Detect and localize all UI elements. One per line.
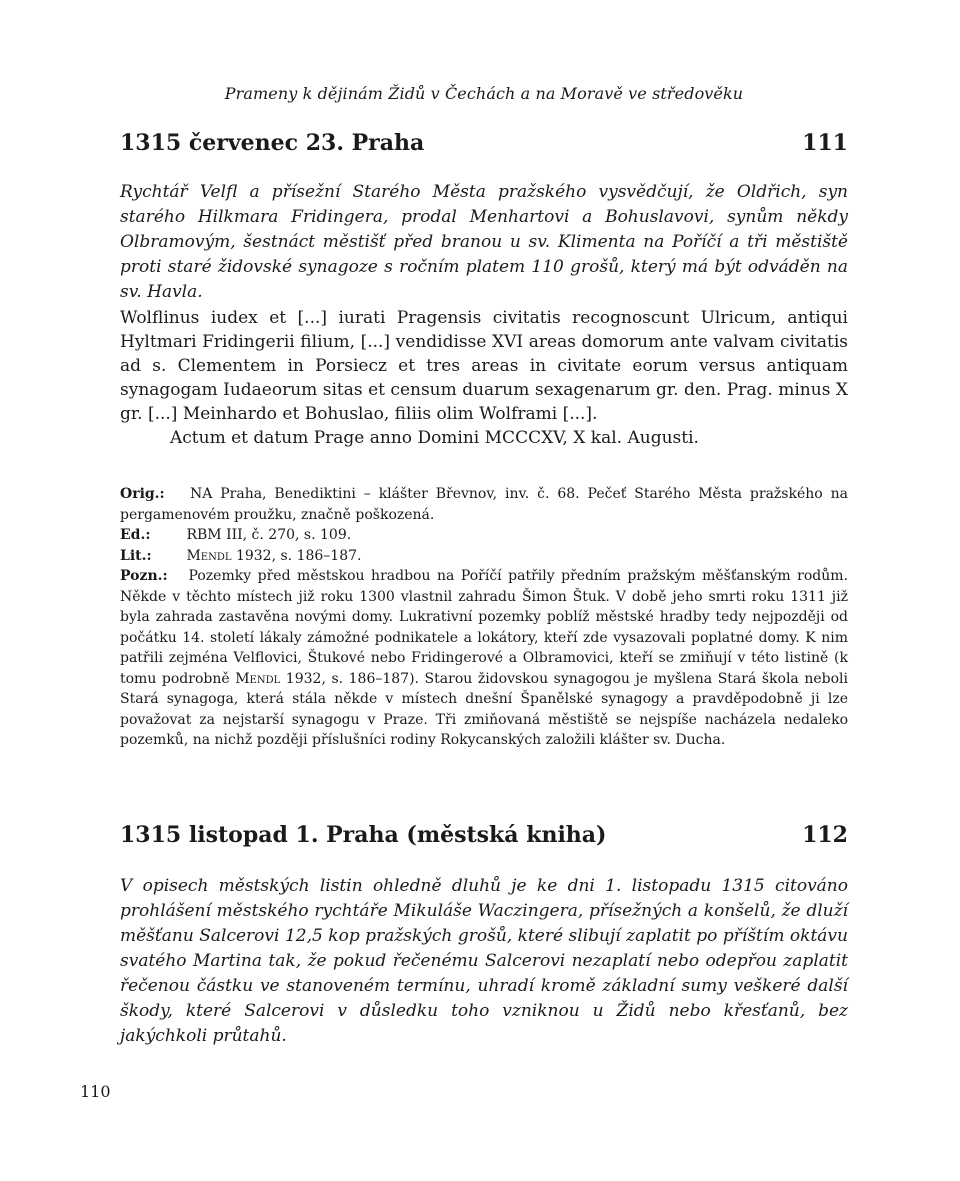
lit-author: Mendl [186,547,232,564]
pozn-label: Pozn.: [120,568,168,584]
apparatus-lit [120,546,848,567]
entry-number: 112 [802,822,848,848]
lit-rest: 1932, s. 186–187. [231,547,362,564]
pozn-author: Mendl [235,670,281,687]
entry-date-place: 1315 červenec 23. Praha [120,130,425,156]
latin-text [120,306,848,450]
pozn-text-1: Pozemky před městskou hradbou na Poříčí patřily předním pražským měšťanským rodům. Někde v těchto místech již roku 1300 vlastnil zahradu Šimon Štuk. V době jeho smrti roku 1311 již byla zahrada zastavěna novými domy. Lukrativní pozemky poblíž městské hradby tedy nejpozději od počátku 14. století lákaly zámožné podnikatele a lokátory, kteří zde vysazovali poplatné domy. K nim patřili zejména Velflovici, Štukové nebo Fridingerové a Olbramovici, kteří se zmiňují v této listině (k tomu podrobně [120,568,848,687]
critical-apparatus [120,484,848,751]
pozn-text-2: 1932, s. 186–187). Starou židovskou synagogou je myšlena Stará škola neboli Stará synagoga, která stála někde v místech dnešní Španělské synagogy a pravděpodobně ji lze považovat za nejstarší synagogu v Praze. Tři zmiňovaná městiště se nejspíše nacházela nedaleko pozemků, na nichž později příslušníci rodiny Rokycanských založili klášter sv. Ducha. [120,670,848,748]
entry-date-place: 1315 listopad 1. Praha (městská kniha) [120,822,607,848]
apparatus-ed [120,525,848,546]
apparatus-pozn [120,566,848,751]
ed-text: RBM III, č. 270, s. 109. [186,527,352,543]
ed-label: Ed.: [120,527,151,543]
entry-heading-112 [120,822,848,848]
latin-body: Wolflinus iudex et [...] iurati Pragensis civitatis recognoscunt Ulricum, antiqui Hyltmari Fridingerii filium, [...] vendidisse XVI areas domorum ante valvam civitatis ad s. Clementem in Porsiecz et tres areas in civitate eorum versus antiquam synagogam Iudaeorum sitas et censum duarum sexagenarum gr. den. Prag. minus X gr. [...] Meinhardo et Bohuslao, filiis olim Wolframi [...]. [120,308,848,424]
entry-number: 111 [802,130,848,156]
running-head: Prameny k dějinám Židů v Čechách a na Moravě ve středověku [224,84,744,103]
regest-paragraph: V opisech městských listin ohledně dluhů je ke dni 1. listopadu 1315 citováno prohlášení městského rychtáře Mikuláše Waczingera, přísežných a konšelů, že dluží měšťanu Salcerovi 12,5 kop pražských grošů, které slibují zaplatit po příštím oktávu svatého Martina tak, že pokud řečenému Salcerovi nezaplatí nebo odepřou zaplatit řečenou částku ve stanoveném termínu, uhradí kromě základní sumy veškeré další škody, které Salcerovi v důsledku toho vzniknou u Židů nebo křesťanů, bez jakýchkoli průtahů. [120,876,848,1046]
orig-label: Orig.: [120,486,165,502]
orig-text: NA Praha, Benediktini – klášter Břevnov, inv. č. 68. Pečeť Starého Města pražského na pergamenovém proužku, značně poškozená. [120,486,848,523]
apparatus-orig [120,484,848,525]
entry-heading-111 [120,130,848,156]
regest-paragraph: Rychtář Velfl a přísežní Starého Města pražského vysvědčují, že Oldřich, syn starého Hilkmara Fridingera, prodal Menhartovi a Bohuslavovi, synům někdy Olbramovým, šestnáct městišť před branou u sv. Klimenta na Poříčí a tři městiště proti staré židovské synagoze s ročním platem 110 grošů, který má být odváděn na sv. Havla. [120,182,848,302]
latin-actum: Actum et datum Prage anno Domini MCCCXV, X kal. Augusti. [170,428,699,448]
page-number: 110 [80,1082,111,1101]
lit-label: Lit.: [120,547,152,564]
